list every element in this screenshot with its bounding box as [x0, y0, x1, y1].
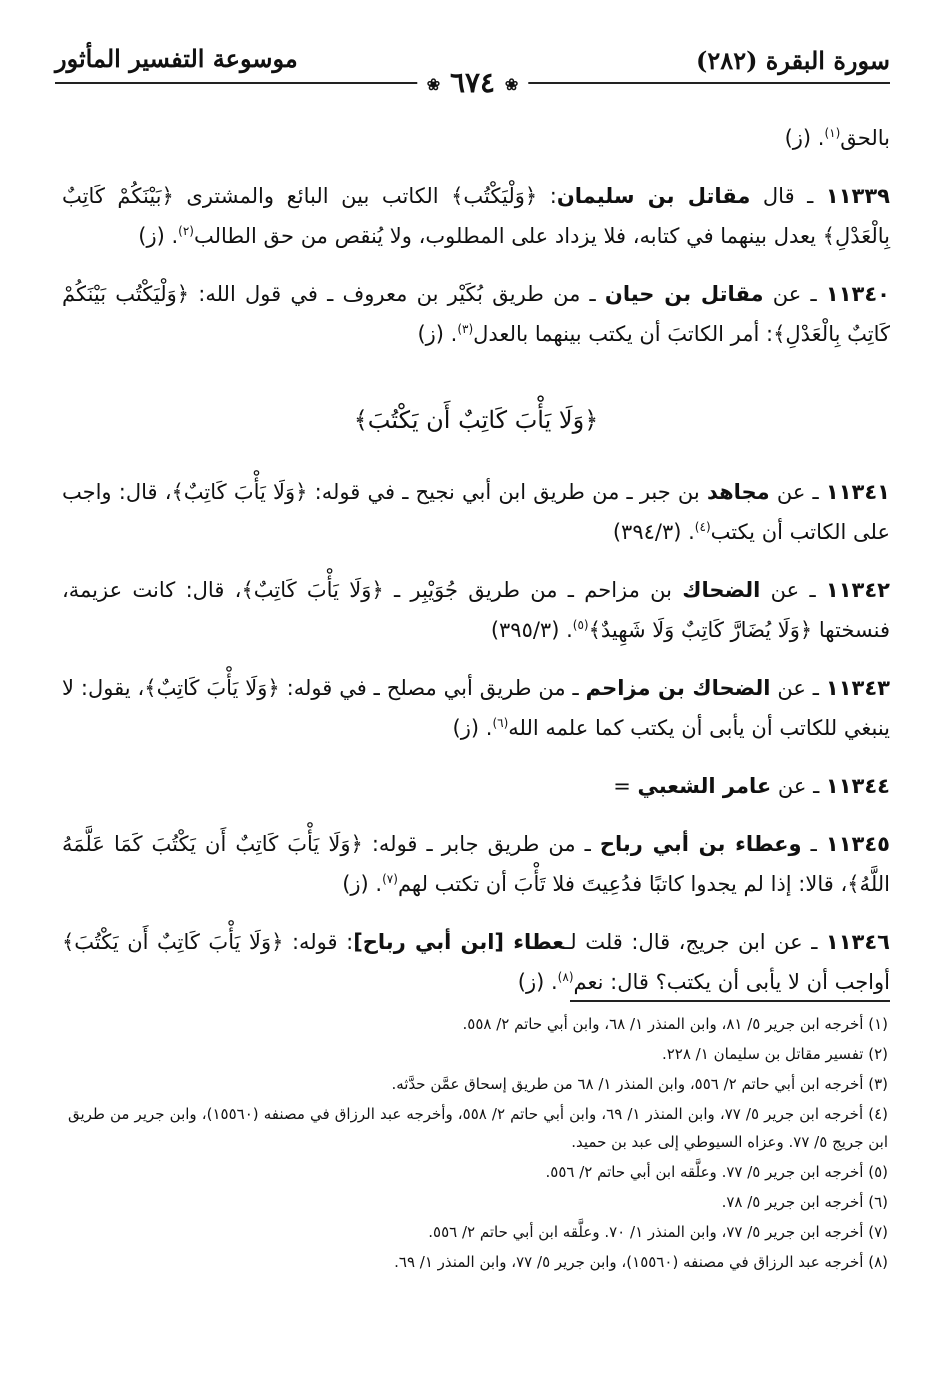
quran-quote: ﴿وَلَا يَأْبَ كَاتِبٌ﴾ — [241, 578, 384, 602]
text: ـ عن — [769, 480, 826, 504]
footnote: (٦) أخرجه ابن جرير ٥/ ٧٨. — [721, 1193, 888, 1211]
main-text — [62, 118, 890, 1020]
footnote-ref[interactable]: (٤) — [694, 520, 711, 534]
quran-quote: ﴿وَلَا يُضَارَّ كَاتِبٌ وَلَا شَهِيدٌ﴾ — [588, 618, 813, 642]
text: ـ عن ابن جريج، قال: قلت لـ — [564, 930, 826, 954]
text: ـ قال — [750, 184, 826, 208]
page-number — [417, 66, 528, 99]
entry-11340 — [62, 274, 890, 354]
text: ـ من طريق جابر ـ قوله: — [362, 832, 600, 856]
footnote: (٨) أخرجه عبد الرزاق في مصنفه (١٥٥٦٠)، وابن جرير ٥/ ٧٧، وابن المنذر ١/ ٦٩. — [394, 1253, 888, 1271]
entry-number: ١١٣٤٠ — [825, 282, 890, 306]
text: بن جبر ـ من طريق ابن أبي نجيح ـ في قوله: — [307, 480, 707, 504]
narrator-name: مجاهد — [706, 480, 770, 504]
narrator-name: عامر الشعبي — [637, 774, 772, 798]
text: يعدل بينهما في كتابه، فلا يزداد على المطلوب، ولا يُنقص من حق الطالب — [193, 224, 823, 248]
quran-quote: ﴿بَيْنَكُمْ كَاتِبٌ بِالْعَدْلِ﴾ — [62, 184, 890, 248]
entry-number: ١١٣٤٦ — [825, 930, 890, 954]
entry-number: ١١٣٤٥ — [825, 832, 890, 856]
footnote: (٢) تفسير مقاتل بن سليمان ١/ ٢٢٨. — [661, 1045, 888, 1063]
text: ، يقول: لا ينبغي للكاتب أن يأبى أن يكتب كما علمه الله — [62, 676, 890, 740]
text: أواجب أن لا يأبى أن يكتب؟ قال: نعم — [573, 970, 890, 994]
text: : قوله: — [283, 930, 354, 954]
text: ـ عن — [763, 282, 826, 306]
footnote-ref[interactable]: (٧) — [382, 872, 398, 886]
footnote-ref[interactable]: (١) — [824, 126, 841, 140]
footnote-ref[interactable]: (٢) — [178, 224, 194, 238]
footnote-ref[interactable]: (٣) — [457, 322, 474, 336]
surah-title: سورة البقرة (٢٨٢) — [696, 46, 890, 75]
narrator-name: الضحاك بن مزاحم — [585, 676, 771, 700]
entry-number: ١١٣٤١ — [825, 480, 890, 504]
text: ـ من طريق بُكَيْر بن معروف ـ في قول الله: — [189, 282, 605, 306]
narrator-name: مقاتل بن حيان — [604, 282, 764, 306]
text: ، قال: واجب على الكاتب أن يكتب — [62, 480, 890, 544]
ornament-icon: ❀ — [504, 75, 519, 94]
text: ـ عن — [770, 676, 826, 700]
text: . (ز) — [417, 322, 458, 346]
footnote-ref[interactable]: (٥) — [572, 618, 589, 632]
entry-number: ١١٣٣٩ — [825, 184, 890, 208]
text: ـ عن — [771, 774, 826, 798]
footnote: (٥) أخرجه ابن جرير ٥/ ٧٧. وعلَّقه ابن أبي حاتم ٢/ ٥٥٦. — [545, 1163, 888, 1181]
entry-11343 — [62, 668, 890, 748]
text: ، قالا: إذا لم يجدوا كاتبًا فدُعِيتَ فلا تَأْبَ أن تكتب لهم — [397, 872, 848, 896]
quran-quote: ﴿وَلْيَكْتُب بَيْنَكُمْ كَاتِبٌ بِالْعَدْلِ﴾ — [62, 282, 890, 346]
text: ـ من طريق أبي مصلح ـ في قوله: — [279, 676, 586, 700]
page-number-text: ٦٧٤ — [449, 66, 496, 99]
text: ، قال: كانت عزيمة، فنسختها — [62, 578, 890, 642]
entry-11342 — [62, 570, 890, 650]
text: . (ز) — [138, 224, 179, 248]
footnote-ref[interactable]: (٨) — [557, 970, 574, 984]
footnote: (٣) أخرجه ابن أبي حاتم ٢/ ٥٥٦، وابن المنذر ١/ ٦٨ من طريق إسحاق عمَّن حدَّثه. — [391, 1075, 888, 1093]
footnote: (٧) أخرجه ابن جرير ٥/ ٧٧، وابن المنذر ١/ ٧٠. وعلَّقه ابن أبي حاتم ٢/ ٥٥٦. — [428, 1223, 888, 1241]
quran-quote: ﴿وَلَا يَأْبَ كَاتِبٌ أَن يَكْتُبَ كَمَا عَلَّمَهُ اللَّهُ﴾ — [62, 832, 890, 896]
text: ـ — [801, 832, 826, 856]
narrator-name: عطاء [ابن أبي رباح] — [353, 930, 565, 954]
text: ـ عن — [760, 578, 826, 602]
narrator-name: وعطاء بن أبي رباح — [599, 832, 802, 856]
quran-quote: ﴿وَلَا يَأْبَ كَاتِبٌ﴾ — [144, 676, 280, 700]
narrator-name: مقاتل بن سليمان — [556, 184, 751, 208]
entry-number: ١١٣٤٣ — [825, 676, 890, 700]
page-header — [55, 40, 890, 110]
entry-number: ١١٣٤٢ — [825, 578, 890, 602]
footnote-divider — [570, 1000, 890, 1002]
footnote: (٤) أخرجه ابن جرير ٥/ ٧٧، وابن المنذر ١/ ٦٩، وابن أبي حاتم ٢/ ٥٥٨، وأخرجه عبد الرزاق في مصنفه (١٥٥٦٠)، وابن جرير من طريق ابن جريج ٥/ ٧٧. وعزاه السيوطي إلى عبد بن حميد. — [68, 1105, 889, 1151]
entry-11341 — [62, 472, 890, 552]
text: . (ز) — [342, 872, 383, 896]
quran-quote: ﴿وَلْيَكْتُب﴾ — [451, 184, 538, 208]
text: = — [613, 774, 638, 798]
section-title: ﴿وَلَا يَأْبَ كَاتِبٌ أَن يَكْتُبَ﴾ — [353, 406, 599, 434]
footnote: (١) أخرجه ابن جرير ٥/ ٨١، وابن المنذر ١/ ٦٨، وابن أبي حاتم ٢/ ٥٥٨. — [462, 1015, 888, 1033]
ornament-icon: ❀ — [426, 75, 441, 94]
footnotes — [68, 1010, 888, 1278]
paragraph-continued — [62, 118, 890, 158]
book-title: موسوعة التفسير المأثور — [55, 44, 298, 73]
text: . (٣٩٥/٣) — [490, 618, 573, 642]
entry-11344 — [62, 766, 890, 806]
text: . (ز) — [784, 126, 825, 150]
entry-11339 — [62, 176, 890, 256]
text: : — [537, 184, 557, 208]
text: بالحق — [840, 126, 890, 150]
text: : أمر الكاتبَ أن يكتب بينهما بالعدل — [473, 322, 774, 346]
text: . (ز) — [517, 970, 558, 994]
narrator-name: الضحاك — [682, 578, 761, 602]
text: . (٣٩٤/٣) — [612, 520, 695, 544]
entry-number: ١١٣٤٤ — [825, 774, 890, 798]
quran-quote: ﴿وَلَا يَأْبَ كَاتِبٌ﴾ — [171, 480, 308, 504]
text: . (ز) — [452, 716, 493, 740]
quran-quote: ﴿وَلَا يَأْبَ كَاتِبٌ أَن يَكْتُبَ﴾ — [62, 930, 284, 954]
text: الكاتب بين البائع والمشترى — [173, 184, 452, 208]
entry-11346 — [62, 922, 890, 1002]
text: بن مزاحم ـ من طريق جُوَيْبِر ـ — [383, 578, 683, 602]
footnote-ref[interactable]: (٦) — [492, 716, 509, 730]
entry-11345 — [62, 824, 890, 904]
